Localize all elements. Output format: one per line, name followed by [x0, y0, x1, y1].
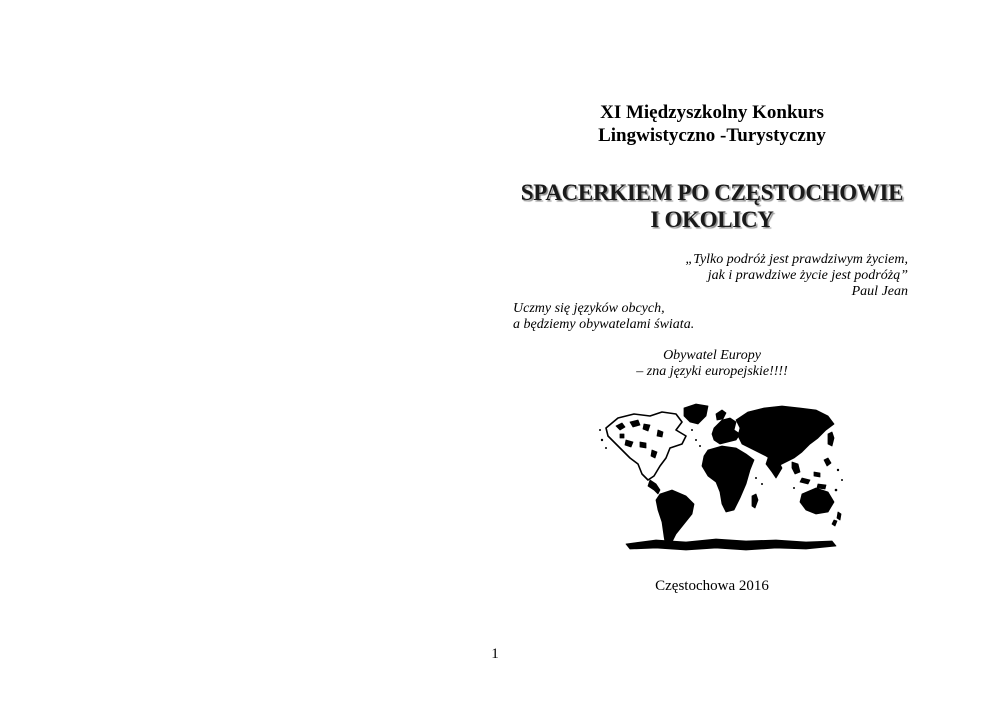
quote-author: Paul Jean [851, 284, 908, 299]
booklet-title-line2: I OKOLICY [650, 207, 774, 232]
world-map-icon [596, 400, 846, 552]
europe-slogan [512, 348, 912, 380]
contest-heading-line1: XI Międzyszkolny Konkurs [600, 102, 824, 123]
europe-line1: Obywatel Europy [663, 348, 761, 363]
place-and-year: Częstochowa 2016 [655, 578, 769, 594]
language-motto [513, 301, 813, 333]
quote-line1: „Tylko podróż jest prawdziwym życiem, [685, 252, 908, 267]
booklet-title [512, 179, 912, 233]
travel-quote [528, 252, 908, 300]
motto-line2: a będziemy obywatelami świata. [513, 317, 695, 332]
contest-heading [512, 101, 912, 147]
europe-line2: – zna języki europejskie!!!! [636, 364, 788, 379]
motto-line1: Uczmy się języków obcych, [513, 301, 665, 316]
contest-heading-line2: Lingwistyczno -Turystyczny [598, 125, 826, 146]
page-number: 1 [491, 646, 499, 662]
booklet-title-line1: SPACERKIEM PO CZĘSTOCHOWIE [520, 180, 904, 205]
quote-line2: jak i prawdziwe życie jest podróżą” [707, 268, 908, 283]
